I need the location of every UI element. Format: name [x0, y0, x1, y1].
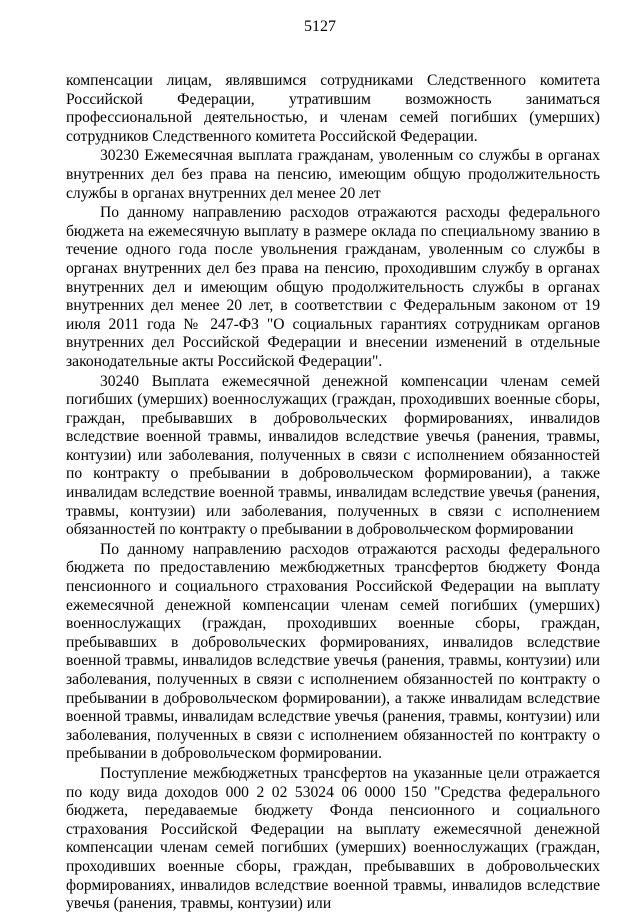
paragraph-income-code: Поступление межбюджетных трансфертов на указанные цели отражается по коду вида доходов 000 2 02 53024 06 0000 150 "Средства федерального бюджета, передаваемые бюджету Фонда пенсионного и социального страхования Российской Федерации на выплату ежемесячной денежной компенсации членам семей погибших (умерших) военнослужащих (граждан, проходивших военные сборы, граждан, пребывавших в добровольческих формированиях, инвалидов вследствие военной травмы, инвалидов вследствие увечья (ранения, травмы, контузии) или: [66, 764, 600, 913]
paragraph-description-30230: По данному направлению расходов отражаются расходы федерального бюджета на ежемесячную выплату в размере оклада по специальному званию в течение одного года после увольнения гражданам, уволенным со службы в органах внутренних дел без права на пенсию, проходившим службу в органах внутренних дел и имеющим общую продолжительность службы в органах внутренних дел менее 20 лет, в соответствии с Федеральным законом от 19 июля 2011 года № 247-ФЗ "О социальных гарантиях сотрудникам органов внутренних дел Российской Федерации и внесении изменений в отдельные законодательные акты Российской Федерации".: [66, 204, 600, 370]
paragraph-heading-30240: 30240 Выплата ежемесячной денежной компенсации членам семей погибших (умерших) военнослужащих (граждан, проходивших военные сборы, граждан, пребывавших в добровольческих формированиях, инвалидов вследствие военной травмы, инвалидов вследствие увечья (ранения, травмы, контузии) или заболевания, полученных в связи с исполнением обязанностей по контракту о пребывании в добровольческом формировании), а также инвалидам вследствие военной травмы, инвалидам вследствие увечья (ранения, травмы, контузии) или заболевания, полученных в связи с исполнением обязанностей по контракту о пребывании в добровольческом формировании: [66, 372, 600, 539]
page-number: 5127: [304, 18, 336, 35]
paragraph-description-30240: По данному направлению расходов отражаются расходы федерального бюджета по предоставлению межбюджетных трансфертов бюджету Фонда пенсионного и социального страхования Российской Федерации на выплату ежемесячной денежной компенсации членам семей погибших (умерших) военнослужащих (граждан, проходивших военные сборы, граждан, пребывавших в добровольческих формированиях, инвалидов вследствие военной травмы, инвалидов вследствие увечья (ранения, травмы, контузии) или заболевания, полученных в связи с исполнением обязанностей по контракту о пребывании в добровольческом формировании), а также инвалидам вследствие военной травмы, инвалидам вследствие увечья (ранения, травмы, контузии) или заболевания, полученных в связи с исполнением обязанностей по контракту о пребывании в добровольческом формировании.: [66, 540, 600, 763]
paragraph-heading-30230: 30230 Ежемесячная выплата гражданам, уволенным со службы в органах внутренних дел без права на пенсию, имеющим общую продолжительность службы в органах внутренних дел менее 20 лет: [66, 147, 600, 202]
paragraph-continuation: компенсации лицам, являвшимся сотрудниками Следственного комитета Российской Федерации, утратившим возможность заниматься профессиональной деятельностью, и членам семей погибших (умерших) сотрудников Следственного комитета Российской Федерации.: [66, 72, 600, 145]
document-body: [66, 72, 600, 914]
